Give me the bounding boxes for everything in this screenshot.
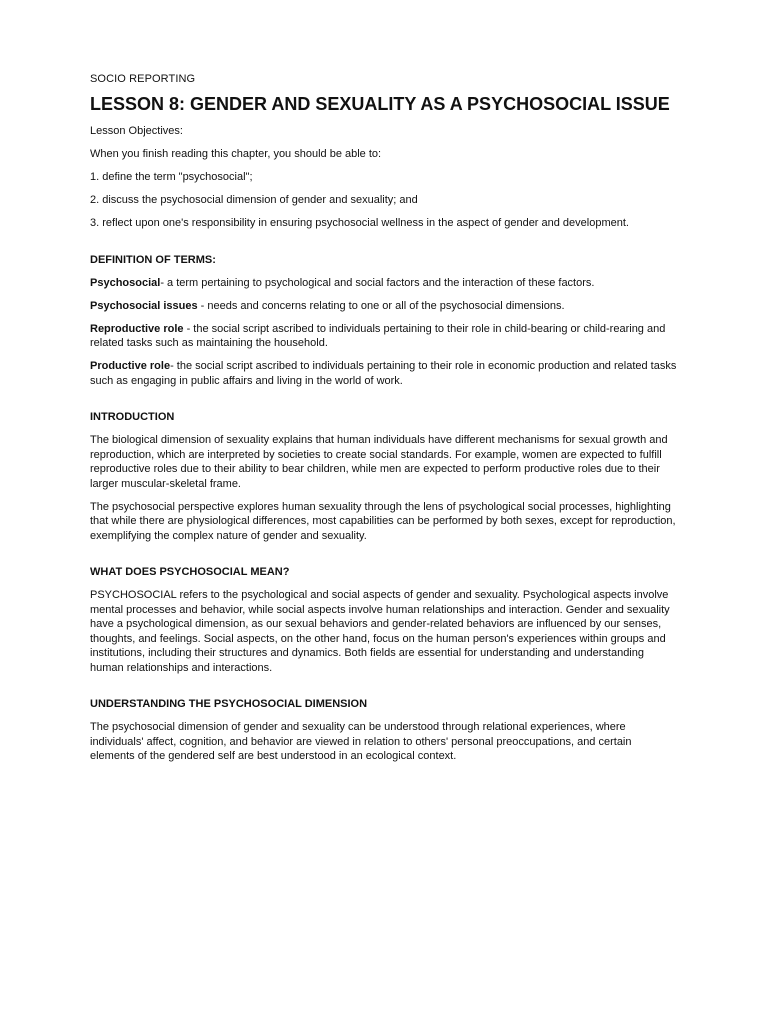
definition-term: Psychosocial	[90, 276, 161, 289]
definition-psychosocial-issues	[90, 299, 678, 314]
definitions-heading: DEFINITION OF TERMS:	[90, 253, 216, 266]
definition-text: - needs and concerns relating to one or all of the psychosocial dimensions.	[197, 299, 565, 312]
definition-psychosocial	[90, 276, 678, 291]
definition-term: Psychosocial issues	[90, 299, 198, 312]
psychosocial-meaning-heading: WHAT DOES PSYCHOSOCIAL MEAN?	[90, 566, 290, 578]
definition-text: - a term pertaining to psychological and social factors and the interaction of these factors.	[160, 276, 595, 289]
definition-term: Reproductive role	[90, 322, 184, 335]
definition-term: Productive role	[90, 360, 171, 372]
objective-item-3: 3. reflect upon one's responsibility in ensuring psychosocial wellness in the aspect of gender and development.	[90, 217, 629, 229]
lesson-title: LESSON 8: GENDER AND SEXUALITY AS A PSYCHOSOCIAL ISSUE	[90, 94, 670, 114]
introduction-paragraph-1: The biological dimension of sexuality explains that human individuals have different mechanisms for sexual growth and reproduction, which are interpreted by societies to create social standards. For example, women are expected to fulfill reproductive roles due to their ability to bear children, while men are expected to perform productive roles due to their larger muscular-skeletal frame.	[90, 434, 668, 490]
objective-item-1: 1. define the term "psychosocial";	[90, 171, 253, 183]
objectives-label: Lesson Objectives:	[90, 125, 183, 137]
definition-reproductive-role	[90, 322, 678, 351]
psychosocial-dimension-paragraph: The psychosocial dimension of gender and sexuality can be understood through relational experiences, where individuals' affect, cognition, and behavior are viewed in relation to others' personal preoccupations, and certain elements of the gendered self are best understood in an ecological context.	[90, 721, 632, 762]
introduction-heading: INTRODUCTION	[90, 411, 175, 423]
document-kicker: SOCIO REPORTING	[90, 73, 196, 85]
psychosocial-meaning-paragraph: PSYCHOSOCIAL refers to the psychological and social aspects of gender and sexuality. Psychological aspects involve mental processes and behavior, while social aspects involve human relationships and interaction. Gender and sexuality have a psychological dimension, as our sexual behaviors and gender-related behaviors are influenced by our senses, thoughts, and feelings. Social aspects, on the other hand, focus on the human person's experiences within groups and institutions, including their structures and dynamics. Both fields are essential for understanding and understanding human relationships and interactions.	[90, 589, 670, 674]
objective-item-2: 2. discuss the psychosocial dimension of gender and sexuality; and	[90, 194, 418, 206]
objectives-intro: When you finish reading this chapter, you should be able to:	[90, 148, 382, 160]
psychosocial-dimension-heading: UNDERSTANDING THE PSYCHOSOCIAL DIMENSION	[90, 698, 368, 710]
definition-productive-role	[90, 359, 678, 388]
introduction-paragraph-2: The psychosocial perspective explores human sexuality through the lens of psychological social processes, highlighting that while there are physiological differences, most capabilities can be performed by both sexes, except for reproduction, exemplifying the complex nature of gender and sexuality.	[90, 500, 676, 542]
definition-text: - the social script ascribed to individuals pertaining to their role in child-bearing or child-rearing and related tasks such as maintaining the household.	[90, 322, 666, 349]
definition-text: - the social script ascribed to individuals pertaining to their role in economic production and related tasks such as engaging in public affairs and living in the world of work.	[90, 360, 677, 387]
